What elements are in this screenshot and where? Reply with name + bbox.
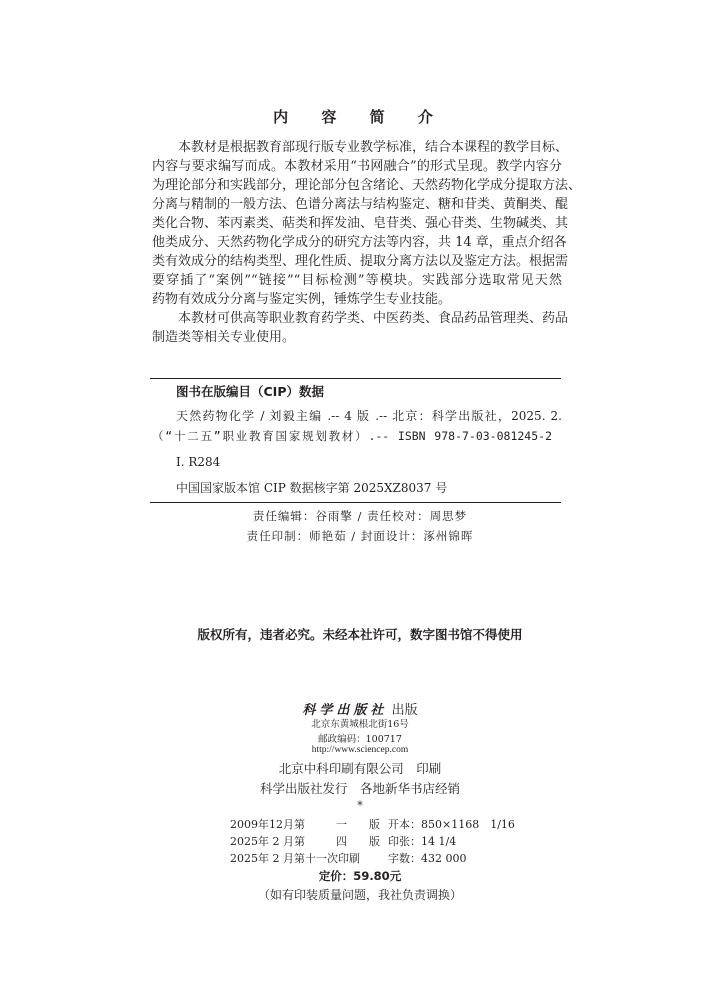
edition-date: 2009年12月第 <box>230 818 305 831</box>
credits-line-1: 责任编辑：谷雨擎 / 责任校对：周思梦 <box>252 509 468 523</box>
abstract-line: 内容与要求编写而成。本教材采用“书网融合”的形式呈现。教学内容分 <box>152 159 562 174</box>
edition-row <box>230 816 515 832</box>
quality-note: （如有印装质量问题，我社负责调换） <box>257 888 462 902</box>
abstract-line: 为理论部分和实践部分，理论部分包含绪论、天然药物化学成分提取方法、 <box>152 178 582 193</box>
edition-spec: 字数：432 000 <box>388 852 467 865</box>
publisher-url: http://www.sciencep.com <box>311 745 409 755</box>
printer: 北京中科印刷有限公司 印刷 <box>278 761 442 776</box>
edition-number: 一 版 <box>336 818 380 831</box>
abstract-line: 本教材是根据教育部现行版专业教学标准，结合本课程的教学目标、 <box>178 140 569 155</box>
copyright-notice: 版权所有，违者必究。未经本社许可，数字图书馆不得使用 <box>197 627 523 642</box>
abstract-title: 内 容 简 介 <box>273 108 447 126</box>
abstract-line: 类有效成分的结构类型、理化性质、提取分离方法以及鉴定方法。根据需 <box>152 254 569 269</box>
cip-record: 中国国家版本馆 CIP 数据核字第 2025XZ8037 号 <box>176 481 448 495</box>
abstract-line: 药物有效成分分离与鉴定实例，锤炼学生专业技能。 <box>152 292 452 307</box>
edition-row <box>230 850 467 866</box>
distribution: 科学出版社发行 各地新华书店经销 <box>259 781 460 796</box>
publisher-address: 北京东黄城根北街16号 <box>311 719 409 730</box>
cip-top-rule <box>150 378 561 379</box>
cip-bottom-rule <box>150 502 561 503</box>
abstract-line: 要穿插了“案例”“链接”“目标检测”等模块。实践部分选取常见天然 <box>152 273 562 288</box>
edition-spec: 开本：850×1168 1/16 <box>388 818 515 831</box>
cip-classification: Ⅰ. R284 <box>176 455 221 469</box>
abstract-line: 本教材可供高等职业教育药学类、中医药类、食品药品管理类、药品 <box>178 311 569 326</box>
edition-spec: 印张：14 1/4 <box>388 835 457 848</box>
edition-number: 四 版 <box>336 835 380 848</box>
cip-line-1: 天然药物化学 / 刘毅主编 .-- 4 版 .-- 北京：科学出版社，2025. 2. <box>176 409 562 423</box>
edition-date: 2025年 2 月第十一次印刷 <box>230 852 360 865</box>
cip-heading: 图书在版编目（CIP）数据 <box>176 384 324 399</box>
publisher-postcode: 邮政编码：100717 <box>318 734 402 745</box>
publisher-logo: 科学出版社 <box>302 703 388 718</box>
abstract-line: 他类成分、天然药物化学成分的研究方法等内容，共 14 章，重点介绍各 <box>152 235 567 250</box>
credits-line-2: 责任印制：师艳茹 / 封面设计：涿州锦晖 <box>246 529 474 543</box>
abstract-line: 类化合物、苯丙素类、萜类和挥发油、皂苷类、强心苷类、生物碱类、其 <box>152 216 569 231</box>
edition-row <box>230 833 456 849</box>
cip-line-2: （“十二五”职业教育国家规划教材）.-- ISBN 978-7-03-081245-2 <box>152 429 552 443</box>
abstract-line: 分离与精制的一般方法、色谱分离法与结构鉴定、糖和苷类、黄酮类、醌 <box>152 197 569 212</box>
separator-star: * <box>357 799 363 812</box>
price: 定价：59.80元 <box>318 869 402 883</box>
publish-label: 出版 <box>391 703 418 718</box>
edition-date: 2025年 2 月第 <box>230 835 305 848</box>
abstract-line: 制造类等相关专业使用。 <box>152 330 296 345</box>
